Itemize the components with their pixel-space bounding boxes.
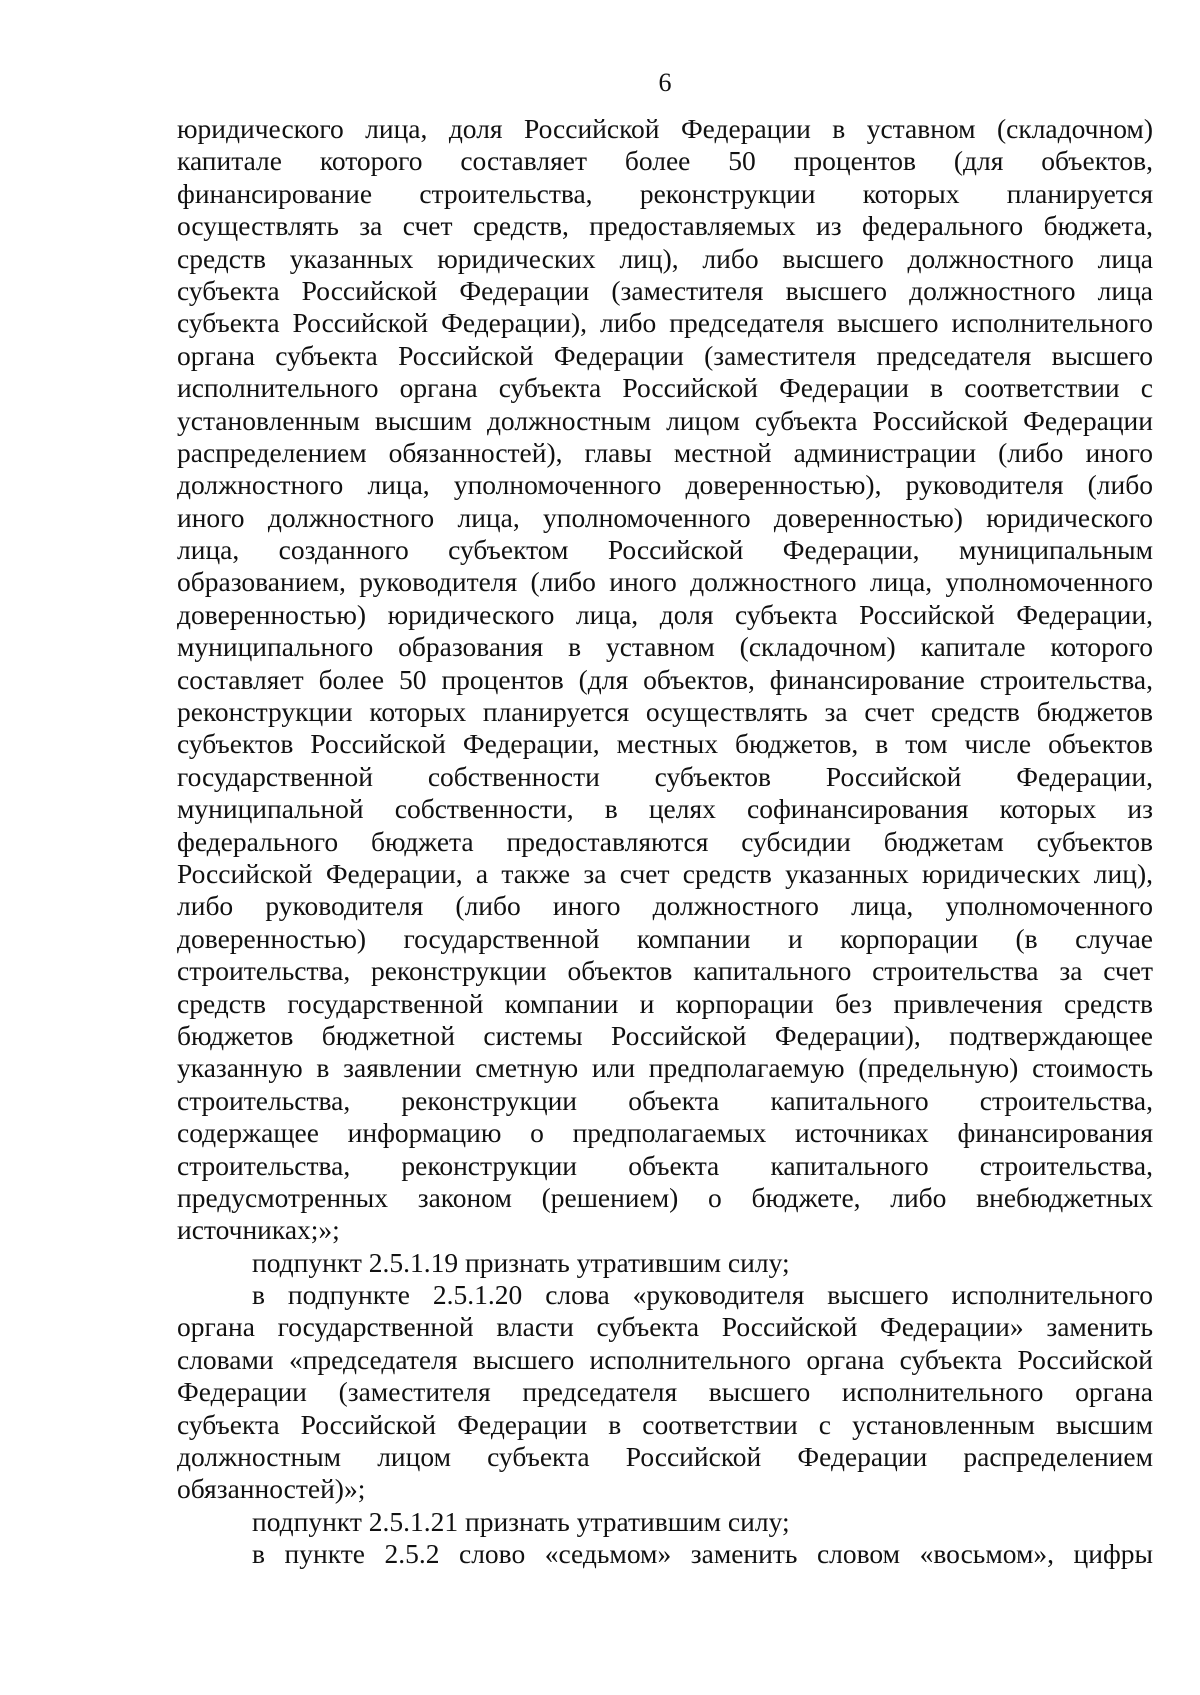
text-line: органа субъекта Российской Федерации (заместителя председателя высшего bbox=[177, 339, 1153, 371]
text-line: субъектов Российской Федерации, местных бюджетов, в том числе объектов bbox=[177, 728, 1153, 760]
text-line: муниципального образования в уставном (складочном) капитале которого bbox=[177, 631, 1153, 663]
text-line: доверенностью) государственной компании и корпорации (в случае bbox=[177, 922, 1153, 954]
text-line: бюджетов бюджетной системы Российской Федерации), подтверждающее bbox=[177, 1019, 1153, 1051]
text-line: источниках;»; bbox=[177, 1214, 340, 1246]
text-line: реконструкции которых планируется осуществлять за счет средств бюджетов bbox=[177, 696, 1153, 728]
text-line: доверенностью) юридического лица, доля субъекта Российской Федерации, bbox=[177, 598, 1153, 630]
text-line: государственной собственности субъектов Российской Федерации, bbox=[177, 760, 1153, 792]
text-line: Российской Федерации, а также за счет средств указанных юридических лиц), bbox=[177, 857, 1153, 889]
text-line: указанную в заявлении сметную или предполагаемую (предельную) стоимость bbox=[177, 1052, 1153, 1084]
text-line: средств государственной компании и корпорации без привлечения средств bbox=[177, 987, 1153, 1019]
text-line: Федерации (заместителя председателя высшего исполнительного органа bbox=[177, 1376, 1153, 1408]
text-line: строительства, реконструкции объекта капитального строительства, bbox=[177, 1084, 1153, 1116]
text-line: субъекта Российской Федерации (заместителя высшего должностного лица bbox=[177, 274, 1153, 306]
page-number: 6 bbox=[658, 68, 672, 97]
text-line: установленным высшим должностным лицом субъекта Российской Федерации bbox=[177, 404, 1153, 436]
text-line: субъекта Российской Федерации в соответствии с установленным высшим bbox=[177, 1408, 1153, 1440]
text-line: предусмотренных законом (решением) о бюджете, либо внебюджетных bbox=[177, 1181, 1153, 1213]
text-line: должностного лица, уполномоченного доверенностью), руководителя (либо bbox=[177, 469, 1153, 501]
text-line: распределением обязанностей), главы местной администрации (либо иного bbox=[177, 436, 1153, 468]
text-line: содержащее информацию о предполагаемых источниках финансирования bbox=[177, 1117, 1153, 1149]
text-line: обязанностей)»; bbox=[177, 1473, 366, 1505]
text-line: осуществлять за счет средств, предоставляемых из федерального бюджета, bbox=[177, 210, 1153, 242]
text-line: подпункт 2.5.1.19 признать утратившим силу; bbox=[252, 1246, 790, 1278]
text-line: лица, созданного субъектом Российской Федерации, муниципальным bbox=[177, 534, 1153, 566]
text-line: иного должностного лица, уполномоченного доверенностью) юридического bbox=[177, 501, 1153, 533]
text-line: капитале которого составляет более 50 процентов (для объектов, bbox=[177, 145, 1153, 177]
text-line: органа государственной власти субъекта Российской Федерации» заменить bbox=[177, 1311, 1153, 1343]
text-line: федерального бюджета предоставляются субсидии бюджетам субъектов bbox=[177, 825, 1153, 857]
text-line: финансирование строительства, реконструкции которых планируется bbox=[177, 177, 1153, 209]
text-line: исполнительного органа субъекта Российской Федерации в соответствии с bbox=[177, 372, 1153, 404]
text-line: составляет более 50 процентов (для объектов, финансирование строительства, bbox=[177, 663, 1153, 695]
text-line: образованием, руководителя (либо иного должностного лица, уполномоченного bbox=[177, 566, 1153, 598]
text-line: субъекта Российской Федерации), либо председателя высшего исполнительного bbox=[177, 307, 1153, 339]
text-line: строительства, реконструкции объекта капитального строительства, bbox=[177, 1149, 1153, 1181]
text-line: муниципальной собственности, в целях софинансирования которых из bbox=[177, 793, 1153, 825]
text-line: должностным лицом субъекта Российской Федерации распределением bbox=[177, 1441, 1153, 1473]
text-line: либо руководителя (либо иного должностного лица, уполномоченного bbox=[177, 890, 1153, 922]
text-line: юридического лица, доля Российской Федерации в уставном (складочном) bbox=[177, 113, 1153, 144]
text-line: словами «председателя высшего исполнительного органа субъекта Российской bbox=[177, 1343, 1153, 1375]
text-line: подпункт 2.5.1.21 признать утратившим силу; bbox=[252, 1505, 790, 1537]
text-line: средств указанных юридических лиц), либо высшего должностного лица bbox=[177, 242, 1153, 274]
document-body bbox=[177, 113, 1153, 1571]
text-line: строительства, реконструкции объектов капитального строительства за счет bbox=[177, 955, 1153, 987]
text-line: в пункте 2.5.2 слово «седьмом» заменить словом «восьмом», цифры bbox=[252, 1538, 1153, 1570]
text-line: в подпункте 2.5.1.20 слова «руководителя высшего исполнительного bbox=[252, 1279, 1153, 1311]
